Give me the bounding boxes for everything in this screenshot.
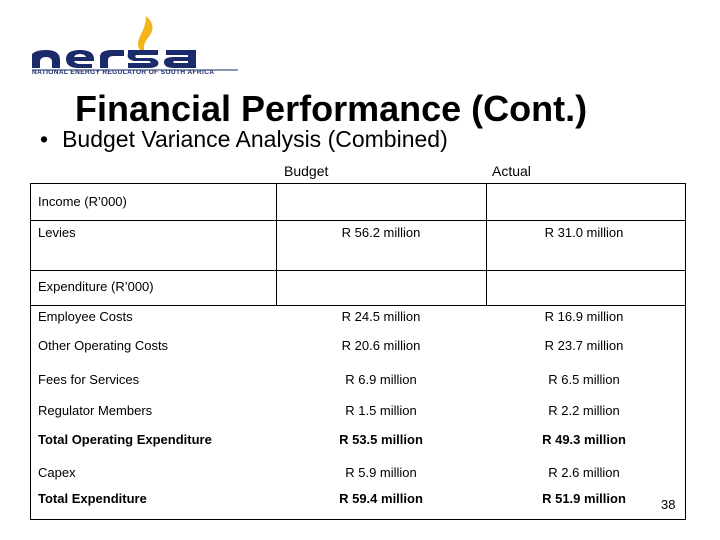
bullet-symbol: • bbox=[40, 126, 49, 152]
actual-employee-costs: R 16.9 million bbox=[544, 309, 624, 324]
budget-capex: R 5.9 million bbox=[345, 465, 417, 480]
bullet-point bbox=[40, 126, 448, 153]
row-divider bbox=[31, 270, 685, 271]
column-header-budget: Budget bbox=[284, 163, 329, 179]
bullet-text: Budget Variance Analysis (Combined) bbox=[62, 126, 448, 152]
actual-levies: R 31.0 million bbox=[544, 225, 624, 240]
budget-total-expenditure: R 59.4 million bbox=[339, 491, 423, 506]
row-label-regulator-members: Regulator Members bbox=[38, 403, 153, 418]
budget-regulator-members: R 1.5 million bbox=[345, 403, 417, 418]
page-title: Financial Performance (Cont.) bbox=[75, 88, 588, 129]
row-divider bbox=[31, 305, 685, 306]
actual-regulator-members: R 2.2 million bbox=[548, 403, 620, 418]
row-label-income: Income (R’000) bbox=[38, 194, 127, 209]
actual-total-expenditure: R 51.9 million bbox=[542, 491, 626, 506]
row-divider bbox=[31, 220, 685, 221]
budget-total-operating-expenditure: R 53.5 million bbox=[339, 432, 423, 447]
variance-table bbox=[30, 183, 686, 520]
logo-subtitle: NATIONAL ENERGY REGULATOR OF SOUTH AFRICA bbox=[32, 69, 215, 76]
column-divider bbox=[276, 184, 277, 306]
actual-total-operating-expenditure: R 49.3 million bbox=[542, 432, 626, 447]
row-label-employee-costs: Employee Costs bbox=[38, 309, 133, 324]
actual-capex: R 2.6 million bbox=[548, 465, 620, 480]
budget-other-operating-costs: R 20.6 million bbox=[341, 338, 421, 353]
row-label-levies: Levies bbox=[38, 225, 76, 240]
budget-levies: R 56.2 million bbox=[341, 225, 421, 240]
row-label-fees-for-services: Fees for Services bbox=[38, 372, 140, 387]
row-label-expenditure: Expenditure (R’000) bbox=[38, 279, 154, 294]
column-header-actual: Actual bbox=[492, 163, 531, 179]
budget-fees-for-services: R 6.9 million bbox=[345, 372, 417, 387]
actual-other-operating-costs: R 23.7 million bbox=[544, 338, 624, 353]
row-label-capex: Capex bbox=[38, 465, 76, 480]
row-label-other-operating-costs: Other Operating Costs bbox=[38, 338, 169, 353]
actual-fees-for-services: R 6.5 million bbox=[548, 372, 620, 387]
page-number: 38 bbox=[661, 497, 676, 512]
row-label-total-expenditure: Total Expenditure bbox=[38, 491, 147, 506]
row-label-total-operating-expenditure: Total Operating Expenditure bbox=[38, 432, 212, 447]
column-divider bbox=[486, 184, 487, 306]
budget-employee-costs: R 24.5 million bbox=[341, 309, 421, 324]
